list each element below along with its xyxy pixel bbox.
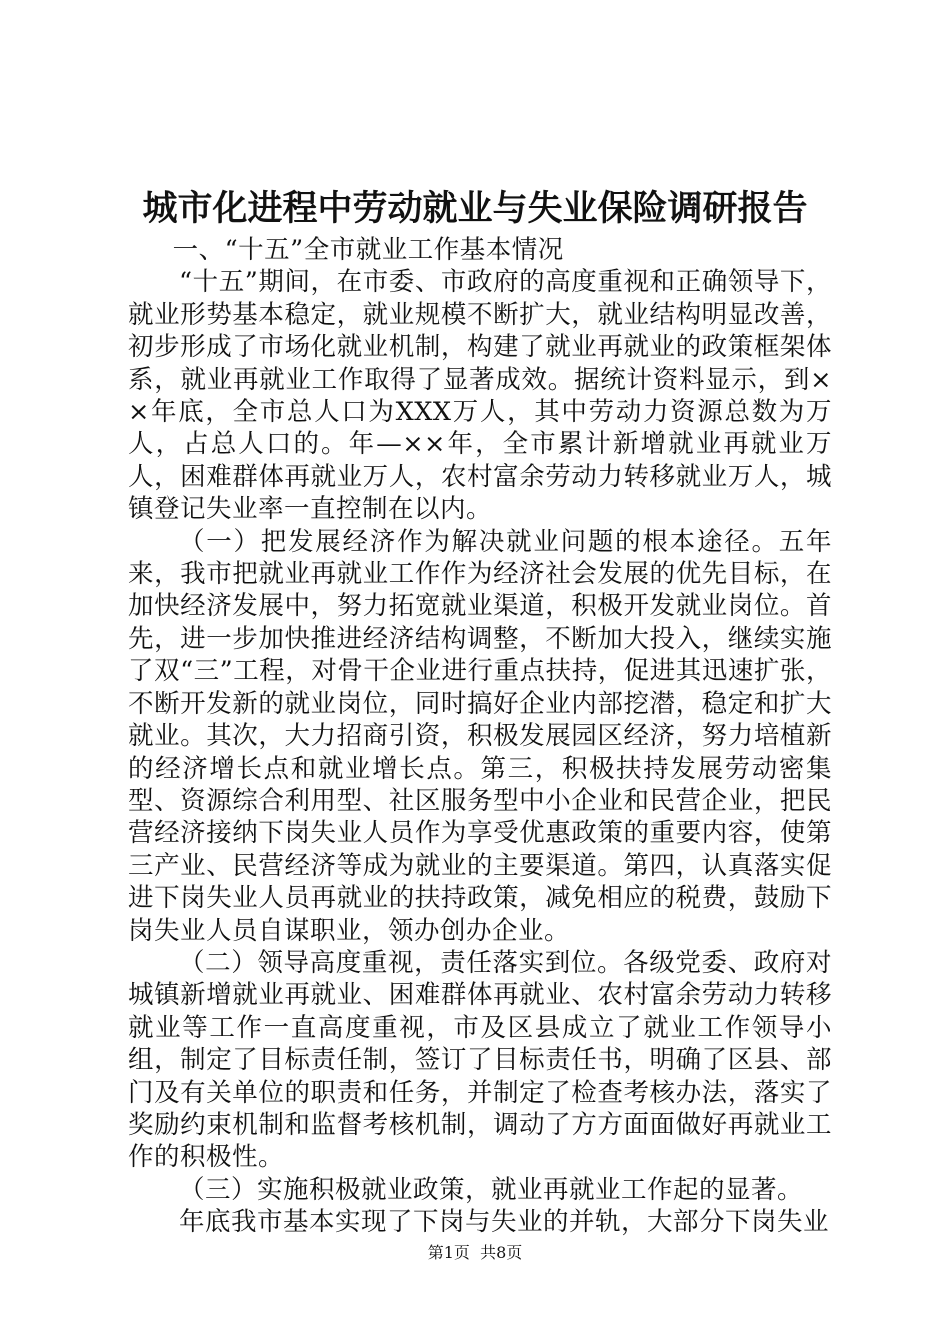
paragraph-item-3: （三）实施积极就业政策，就业再就业工作起的显著。 [179, 1174, 804, 1205]
paragraph-item-2: （二）领导高度重视，责任落实到位。各级党委、政府对城镇新增就业再就业、困难群体再就业、农村富余劳动力转移就业等工作一直高度重视，市及区县成立了就业工作领导小组，制定了目标责任制，签订了目标责任书，明确了区县、部门及有关单位的职责和任务，并制定了检查考核办法，落实了奖励约束机制和监督考核机制，调动了方方面面做好再就业工作的积极性。 [128, 947, 832, 1173]
page-number: 第1页 [427, 1243, 470, 1262]
section-heading: 一、“十五”全市就业工作基本情况 [172, 235, 564, 265]
document-title: 城市化进程中劳动就业与失业保险调研报告 [142, 188, 808, 229]
page-total: 共8页 [480, 1243, 523, 1262]
document-body [128, 234, 832, 1239]
paragraph-item-1: （一）把发展经济作为解决就业问题的根本途径。五年来，我市把就业再就业工作作为经济社会发展的优先目标，在加快经济发展中，努力拓宽就业渠道，积极开发就业岗位。首先，进一步加快推进经济结构调整，不断加大投入，继续实施了双“三”工程，对骨干企业进行重点扶持，促进其迅速扩张，不断开发新的就业岗位，同时搞好企业内部挖潜，稳定和扩大就业。其次，大力招商引资，积极发展园区经济，努力培植新的经济增长点和就业增长点。第三，积极扶持发展劳动密集型、资源综合利用型、社区服务型中小企业和民营企业，把民营经济接纳下岗失业人员作为享受优惠政策的重要内容，使第三产业、民营经济等成为就业的主要渠道。第四，认真落实促进下岗失业人员再就业的扶持政策，减免相应的税费，鼓励下岗失业人员自谋职业，领办创办企业。 [128, 526, 832, 946]
footer-gap [470, 1243, 480, 1262]
paragraph-continued: 年底我市基本实现了下岗与失业的并轨，大部分下岗失业 [179, 1207, 830, 1238]
paragraph-intro: “十五”期间，在市委、市政府的高度重视和正确领导下，就业形势基本稳定，就业规模不断扩大，就业结构明显改善，初步形成了市场化就业机制，构建了就业再就业的政策框架体系，就业再就业工作取得了显著成效。据统计资料显示，到××年底，全市总人口为XXX万人，其中劳动力资源总数为万人，占总人口的。年—××年，全市累计新增就业再就业万人，困难群体再就业万人，农村富余劳动力转移就业万人，城镇登记失业率一直控制在以内。 [128, 267, 832, 525]
page-footer [0, 1242, 950, 1264]
